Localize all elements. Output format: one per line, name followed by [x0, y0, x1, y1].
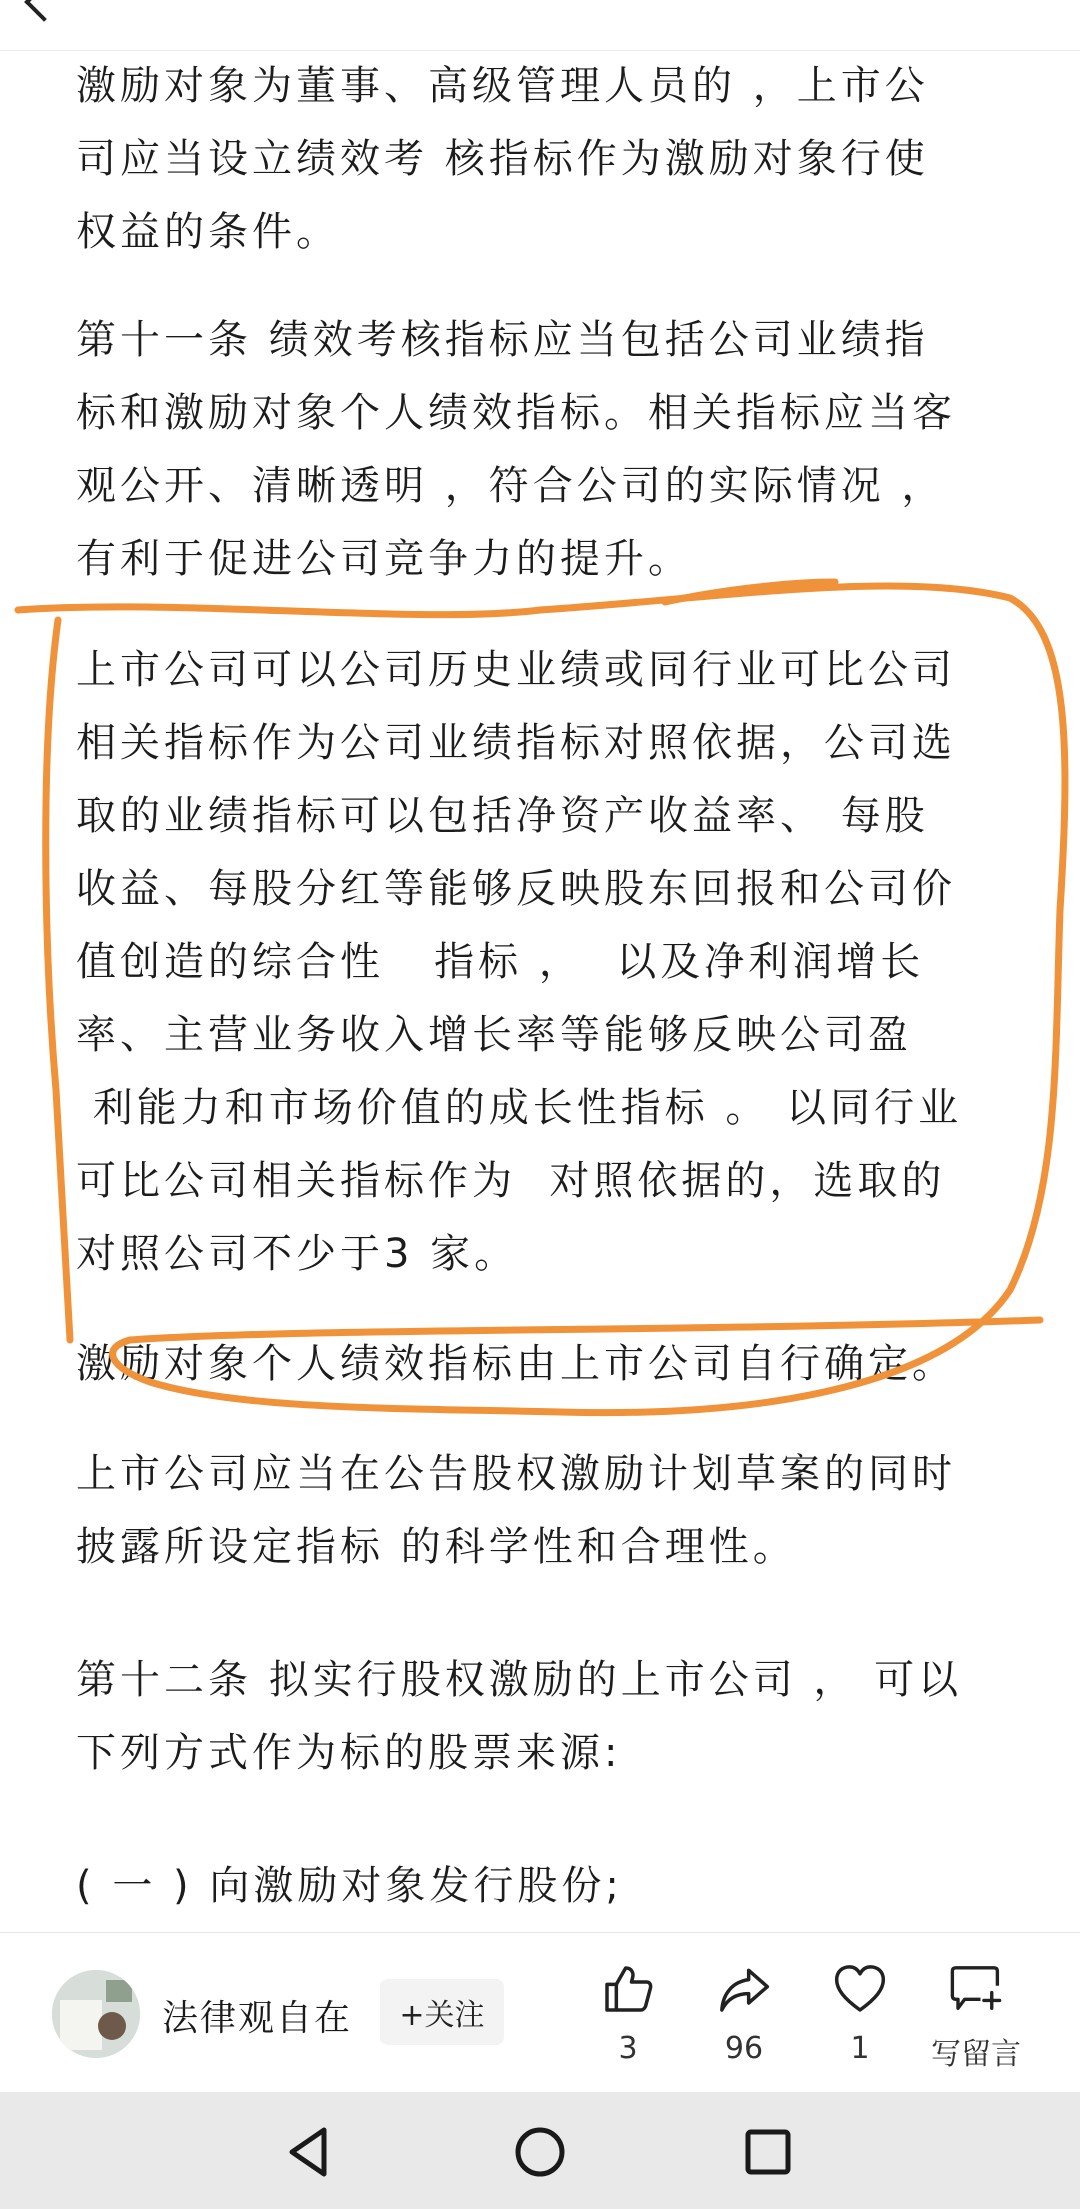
share-count: 96 — [724, 2031, 764, 2066]
article-paragraph-3-highlighted: 上市公司可以公司历史业绩或同行业可比公司 相关指标作为公司业绩指标对照依据，公司选 取的业绩指标可以包括净资产收益率、 每股 收益、每股分红等能够反映股东回报和公司价 值创造的综合性 指标 ， 以及净利润增长 率、主营业务收入增长率等能够反映公司盈 利能力和市场价值的成长性指标 。 以同行业 可比公司相关指标作为 对照依据的，选取的 对照公司不少于3 家。 — [76, 647, 963, 1277]
heart-icon — [832, 1961, 888, 2017]
home-circle-icon[interactable] — [508, 2120, 572, 2184]
like-count: 3 — [618, 2031, 638, 2066]
favorite-count: 1 — [850, 2031, 870, 2066]
share-icon — [716, 1961, 772, 2017]
bottom-action-bar — [0, 1932, 1080, 2093]
follow-button[interactable]: +关注 — [380, 1979, 504, 2045]
system-navigation-bar — [0, 2092, 1080, 2209]
like-button[interactable] — [568, 1953, 688, 2073]
top-bar — [0, 0, 1080, 51]
comment-label: 写留言 — [931, 2037, 1021, 2072]
article-paragraph-4: 激励对象个人绩效指标由上市公司自行确定。 — [76, 1341, 956, 1387]
thumbs-up-icon — [600, 1961, 656, 2017]
article-paragraph-5: 上市公司应当在公告股权激励计划草案的同时 披露所设定指标 的科学性和合理性。 — [76, 1451, 956, 1570]
favorite-button[interactable] — [800, 1953, 920, 2073]
article-paragraph-2: 第十一条 绩效考核指标应当包括公司业绩指 标和激励对象个人绩效指标。相关指标应当客 观公开、清晰透明 ，符合公司的实际情况 ， 有利于促进公司竞争力的提升。 — [76, 317, 956, 582]
author-name[interactable]: 法律观自在 — [162, 1998, 353, 2039]
recents-square-icon[interactable] — [736, 2120, 800, 2184]
back-arrow-icon[interactable] — [24, 0, 64, 22]
article-paragraph-6: 第十二条 拟实行股权激励的上市公司 ， 可以 下列方式作为标的股票来源: — [76, 1657, 963, 1776]
author-avatar[interactable] — [52, 1970, 140, 2058]
article-paragraph-7: ( 一 ) 向激励对象发行股份; — [76, 1863, 623, 1909]
left-bracket-line — [46, 620, 70, 1340]
article-paragraph-1: 激励对象为董事、高级管理人员的 ，上市公 司应当设立绩效考 核指标作为激励对象行使 权益的条件。 — [76, 63, 929, 255]
back-triangle-icon[interactable] — [278, 2120, 342, 2184]
share-button[interactable] — [684, 1953, 804, 2073]
write-comment-button[interactable] — [916, 1953, 1036, 2073]
article-body — [0, 50, 1080, 1932]
comment-icon — [948, 1961, 1004, 2015]
